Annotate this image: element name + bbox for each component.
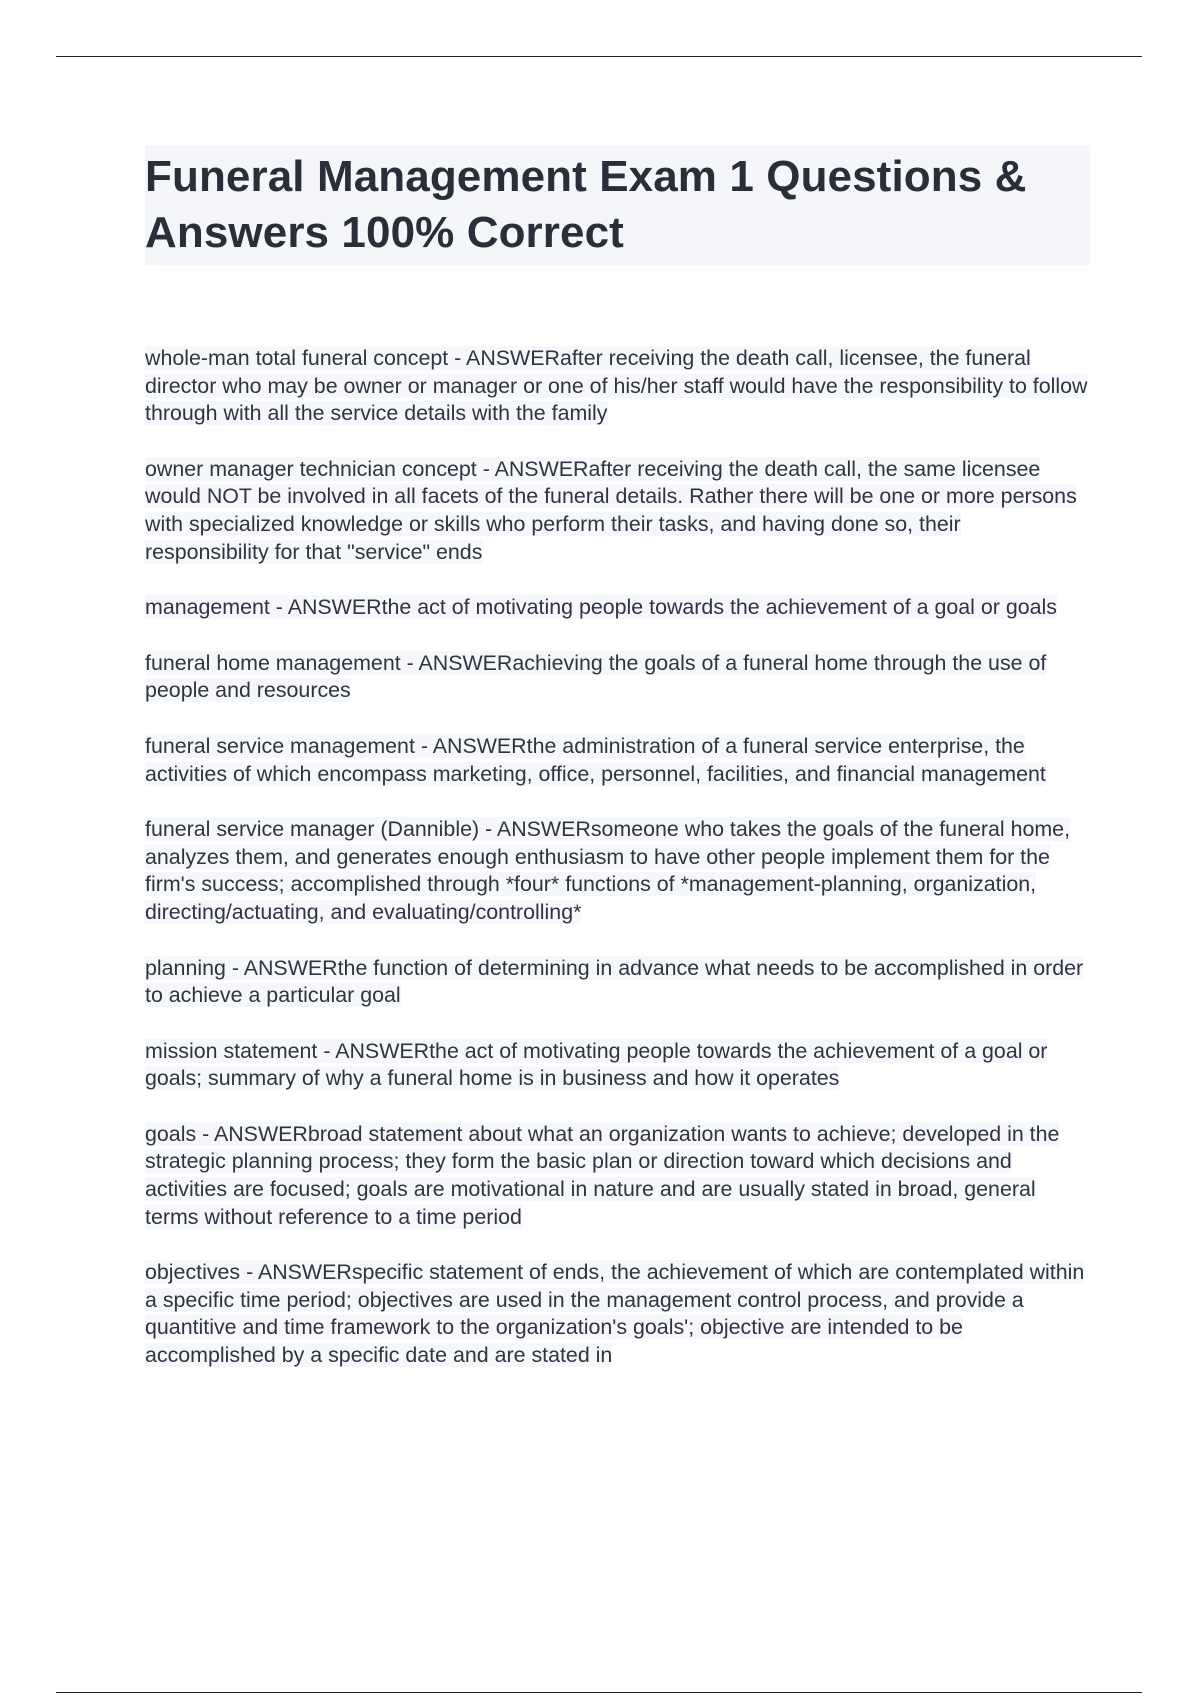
qa-answer: someone who takes the goals of the funeral home, analyzes them, and generates enough enthusiasm to have other people implement them for the firm's success; accomplished through *four* functions of *management-planning, organization, directing/actuating, and evaluating/controlling* <box>145 817 1071 924</box>
qa-term: mission statement <box>145 1038 318 1063</box>
qa-answer: achieving the goals of a funeral home through the use of people and resources <box>145 650 1047 703</box>
qa-entry <box>145 1038 1090 1093</box>
document-title: Funeral Management Exam 1 Questions & Answers 100% Correct <box>145 152 1027 257</box>
qa-separator: - ANSWER <box>479 817 591 842</box>
qa-term: funeral service management <box>145 733 415 758</box>
qa-term: owner manager technician concept <box>145 456 477 481</box>
qa-answer: the function of determining in advance what needs to be accomplished in order to achieve a particular goal <box>145 955 1084 1008</box>
qa-separator: - ANSWER <box>196 1121 308 1146</box>
qa-separator: - ANSWER <box>400 650 513 675</box>
qa-entry <box>145 650 1090 705</box>
qa-separator: - ANSWER <box>240 1260 352 1285</box>
qa-separator: - ANSWER <box>317 1038 430 1063</box>
qa-separator: - ANSWER <box>269 595 382 620</box>
document-body <box>145 145 1090 1398</box>
qa-entry <box>145 955 1090 1010</box>
title-block <box>145 145 1090 265</box>
qa-term: funeral service manager (Dannible) <box>145 817 480 842</box>
qa-separator: - ANSWER <box>225 955 338 980</box>
qa-separator: - ANSWER <box>476 456 589 481</box>
qa-entry <box>145 816 1090 926</box>
qa-entry <box>145 345 1090 428</box>
qa-answer: the act of motivating people towards the achievement of a goal or goals <box>381 595 1057 620</box>
qa-term: whole-man total funeral concept <box>145 346 449 370</box>
qa-entry <box>145 1259 1090 1369</box>
top-rule <box>56 56 1142 57</box>
qa-separator: - ANSWER <box>414 733 527 758</box>
qa-term: objectives <box>145 1260 241 1285</box>
qa-answer: after receiving the death call, licensee, the funeral director who may be owner or manager or one of his/her staff would have the responsibility to follow through with all the service details with the family <box>145 346 1088 426</box>
qa-answer: after receiving the death call, the same licensee would NOT be involved in all facets of the funeral details. Rather there will be one or more persons with specialized knowledge or skills who perform their tasks, and having done so, their responsibility for that "service" ends <box>145 456 1077 564</box>
qa-term: goals <box>145 1121 197 1146</box>
qa-entry <box>145 733 1090 788</box>
qa-separator: - ANSWER <box>448 346 560 370</box>
qa-term: planning <box>145 955 226 980</box>
qa-answer: specific statement of ends, the achievement of which are contemplated within a specific time period; objectives are used in the management control process, and provide a quantitive and time framework to the organization's goals'; objective are intended to be accomplished by a specific date and are stated in <box>145 1260 1085 1368</box>
qa-term: management <box>145 595 270 620</box>
qa-list <box>145 345 1090 1370</box>
qa-entry <box>145 456 1090 566</box>
qa-answer: the administration of a funeral service enterprise, the activities of which encompass marketing, office, personnel, facilities, and financial management <box>145 733 1046 786</box>
bottom-rule <box>56 1692 1142 1693</box>
qa-entry <box>145 594 1090 622</box>
qa-entry <box>145 1121 1090 1231</box>
qa-answer: the act of motivating people towards the achievement of a goal or goals; summary of why a funeral home is in business and how it operates <box>145 1038 1048 1091</box>
qa-answer: broad statement about what an organization wants to achieve; developed in the strategic planning process; they form the basic plan or direction toward which decisions and activities are focused; goals are motivational in nature and are usually stated in broad, general terms without reference to a time period <box>145 1121 1060 1229</box>
qa-term: funeral home management <box>145 650 401 675</box>
